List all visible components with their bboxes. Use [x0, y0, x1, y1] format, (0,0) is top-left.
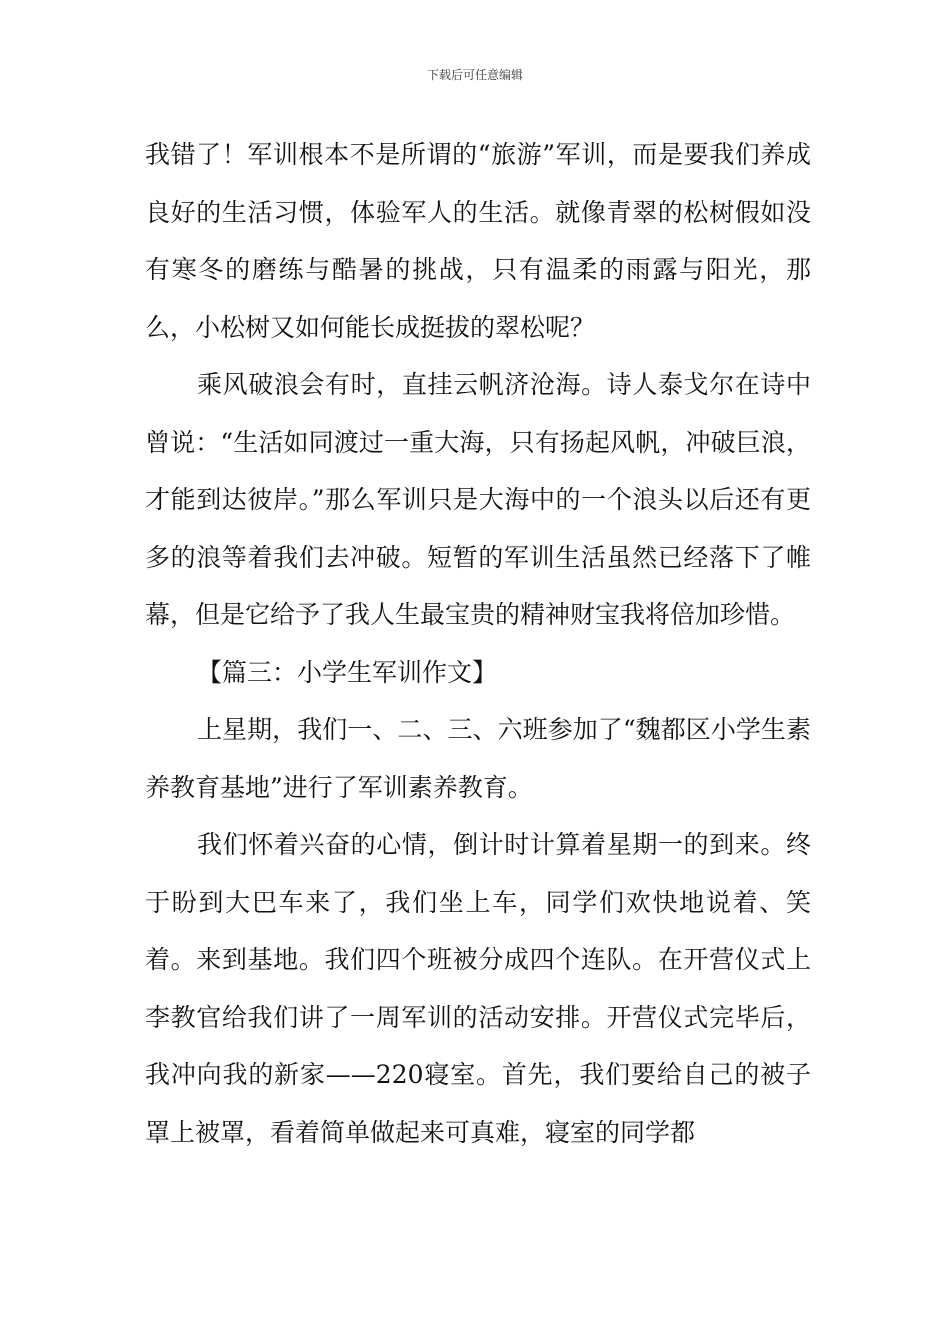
page-header: 下载后可任意编辑: [426, 68, 523, 82]
paragraph-1: 我错了！军训根本不是所谓的“旅游”军训，而是要我们养成良好的生活习惯，体验军人的生活。就像青翠的松树假如没有寒冬的磨练与酷暑的挑战，只有温柔的雨露与阳光，那么，小松树又如何能长成挺拔的翠松呢？: [145, 140, 811, 342]
section-heading: 【篇三：小学生军训作文】: [197, 657, 498, 687]
paragraph-4: 我们怀着兴奋的心情，倒计时计算着星期一的到来。终于盼到大巴车来了，我们坐上车，同学们欢快地说着、笑着。来到基地。我们四个班被分成四个连队。在开营仪式上李教官给我们讲了一周军训的活动安排。开营仪式完毕后，我冲向我的新家——220寝室。首先，我们要给自己的被子罩上被罩，看着简单做起来可真难，寝室的同学都: [145, 830, 811, 1147]
paragraph-3: 上星期，我们一、二、三、六班参加了“魏都区小学生素养教育基地”进行了军训素养教育。: [145, 715, 811, 802]
document-body: [145, 126, 811, 1161]
paragraph-2: 乘风破浪会有时，直挂云帆济沧海。诗人泰戈尔在诗中曾说：“生活如同渡过一重大海，只有扬起风帆，冲破巨浪，才能到达彼岸。”那么军训只是大海中的一个浪头以后还有更多的浪等着我们去冲破。短暂的军训生活虽然已经落下了帷幕，但是它给予了我人生最宝贵的精神财宝我将倍加珍惜。: [145, 370, 811, 629]
